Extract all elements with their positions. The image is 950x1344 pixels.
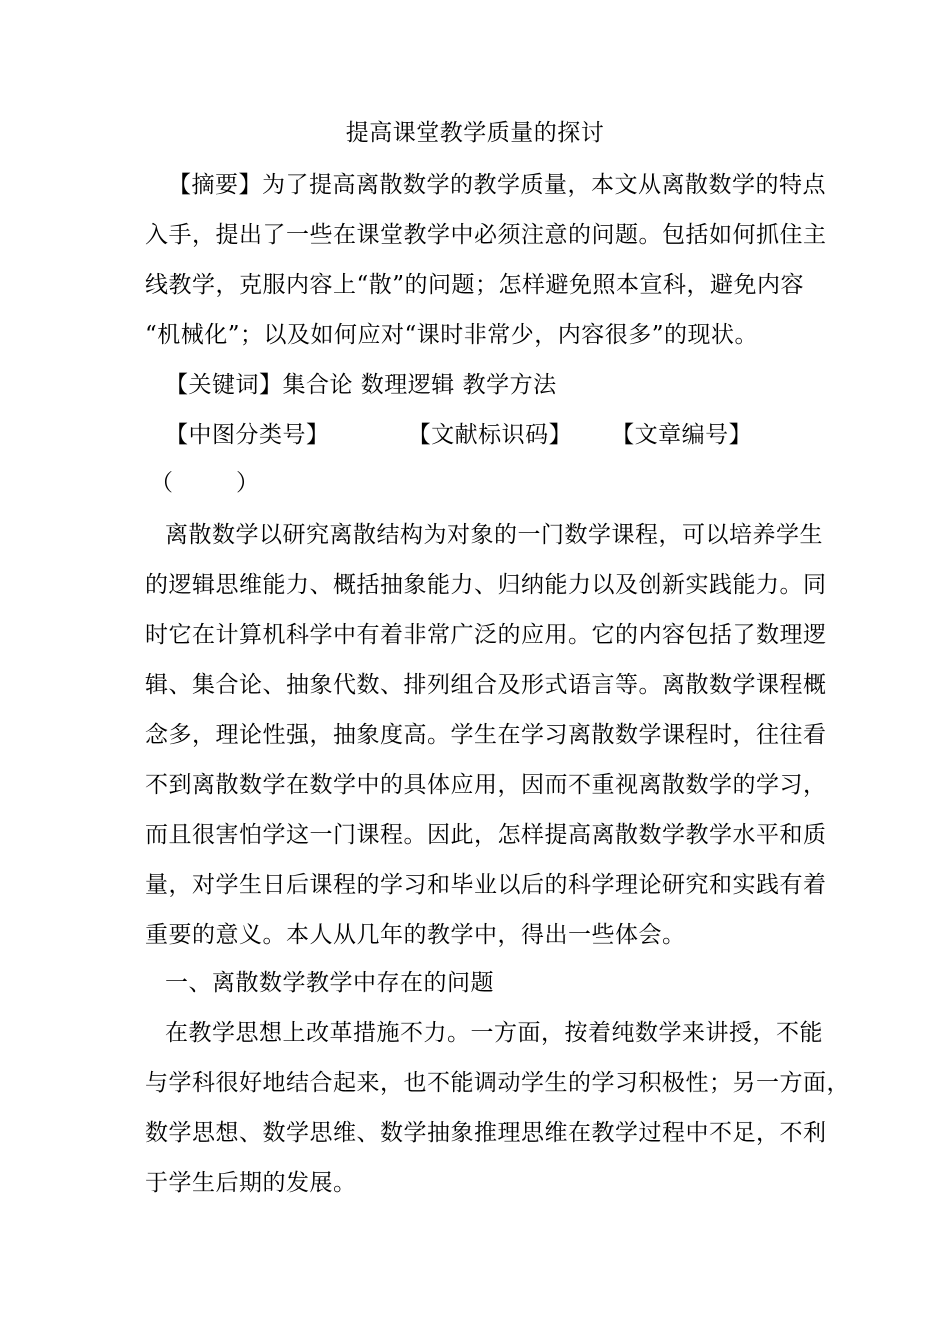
body-paragraph-line: 离散数学以研究离散结构为对象的一门数学课程，可以培养学生 <box>165 522 823 548</box>
section-heading: 一、离散数学教学中存在的问题 <box>165 970 494 996</box>
document-title: 提高课堂教学质量的探讨 <box>345 120 605 146</box>
classification-paren: （ ） <box>150 470 260 496</box>
abstract-line: 入手，提出了一些在课堂教学中必须注意的问题。包括如何抓住主 <box>145 222 827 248</box>
body-paragraph-line: 量，对学生日后课程的学习和毕业以后的科学理论研究和实践有着 <box>145 872 827 898</box>
body-paragraph-line: 在教学思想上改革措施不力。一方面，按着纯数学来讲授，不能 <box>165 1020 823 1046</box>
body-paragraph-line: 辑、集合论、抽象代数、排列组合及形式语言等。离散数学课程概 <box>145 672 827 698</box>
abstract-line: 线教学，克服内容上“散”的问题；怎样避免照本宣科，避免内容 <box>145 272 805 298</box>
body-paragraph-line: 重要的意义。本人从几年的教学中，得出一些体会。 <box>145 922 686 948</box>
abstract-line: 【摘要】为了提高离散数学的教学质量，本文从离散数学的特点 <box>168 172 826 198</box>
body-paragraph-line: 而且很害怕学这一门课程。因此，怎样提高离散数学教学水平和质 <box>145 822 827 848</box>
body-paragraph-line: 的逻辑思维能力、概括抽象能力、归纳能力以及创新实践能力。同 <box>145 572 827 598</box>
abstract-line: “机械化”；以及如何应对“课时非常少，内容很多”的现状。 <box>145 322 759 348</box>
body-paragraph-line: 与学科很好地结合起来，也不能调动学生的学习积极性；另一方面， <box>145 1070 850 1096</box>
body-paragraph-line: 于学生后期的发展。 <box>145 1170 357 1196</box>
body-paragraph-line: 时它在计算机科学中有着非常广泛的应用。它的内容包括了数理逻 <box>145 622 827 648</box>
body-paragraph-line: 数学思想、数学思维、数学抽象推理思维在教学过程中不足，不利 <box>145 1120 827 1146</box>
body-paragraph-line: 不到离散数学在数学中的具体应用，因而不重视离散数学的学习， <box>145 772 827 798</box>
keywords-line: 【关键词】集合论 数理逻辑 教学方法 <box>165 372 557 398</box>
body-paragraph-line: 念多，理论性强，抽象度高。学生在学习离散数学课程时，往往看 <box>145 722 827 748</box>
classification-line: 【中图分类号】 【文献标识码】 【文章编号】 <box>165 422 753 448</box>
